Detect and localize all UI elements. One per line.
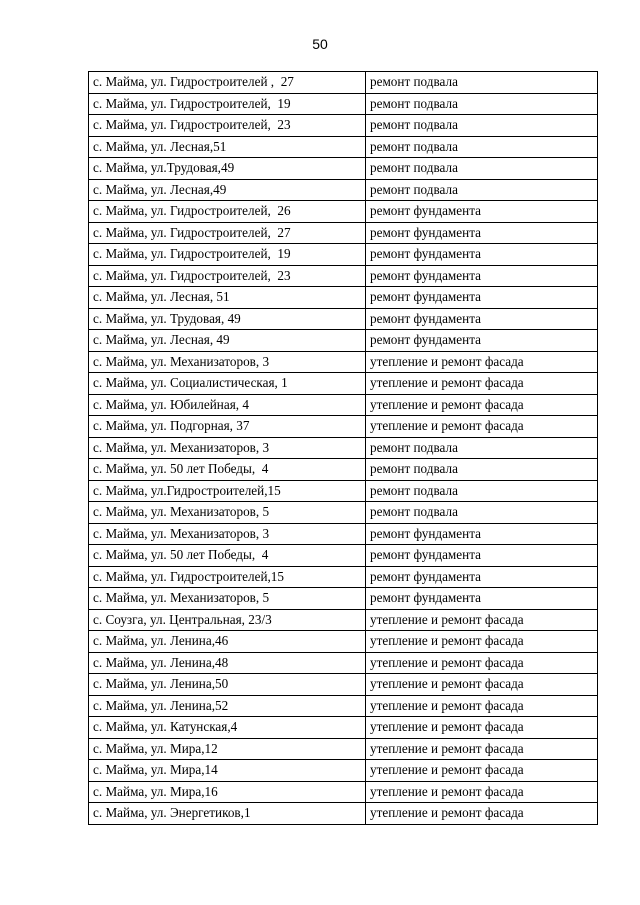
page-number: 50 xyxy=(312,36,328,52)
table-row xyxy=(89,394,598,416)
address-cell: с. Майма, ул. Мира,12 xyxy=(89,738,366,760)
work-type-cell: утепление и ремонт фасада xyxy=(366,738,598,760)
work-type-cell: ремонт фундамента xyxy=(366,244,598,266)
address-cell: с. Майма, ул. Лесная, 49 xyxy=(89,330,366,352)
work-type-cell: ремонт фундамента xyxy=(366,265,598,287)
address-cell: с. Соузга, ул. Центральная, 23/3 xyxy=(89,609,366,631)
table-row xyxy=(89,781,598,803)
table-row xyxy=(89,459,598,481)
works-table xyxy=(88,71,598,825)
table-row xyxy=(89,609,598,631)
table-row xyxy=(89,244,598,266)
table-row xyxy=(89,695,598,717)
table-row xyxy=(89,437,598,459)
work-type-cell: ремонт фундамента xyxy=(366,566,598,588)
table-row xyxy=(89,93,598,115)
address-cell: с. Майма, ул. Гидростроителей,15 xyxy=(89,566,366,588)
address-cell: с. Майма, ул. Лесная,51 xyxy=(89,136,366,158)
work-type-cell: утепление и ремонт фасада xyxy=(366,717,598,739)
address-cell: с. Майма, ул. Энергетиков,1 xyxy=(89,803,366,825)
work-type-cell: утепление и ремонт фасада xyxy=(366,760,598,782)
work-type-cell: ремонт фундамента xyxy=(366,545,598,567)
address-cell: с. Майма, ул.Гидростроителей,15 xyxy=(89,480,366,502)
address-cell: с. Майма, ул. Механизаторов, 3 xyxy=(89,523,366,545)
work-type-cell: ремонт фундамента xyxy=(366,523,598,545)
work-type-cell: ремонт подвала xyxy=(366,72,598,94)
address-cell: с. Майма, ул. Мира,14 xyxy=(89,760,366,782)
table-row xyxy=(89,631,598,653)
work-type-cell: ремонт фундамента xyxy=(366,287,598,309)
table-row xyxy=(89,373,598,395)
address-cell: с. Майма, ул. Гидростроителей , 27 xyxy=(89,72,366,94)
work-type-cell: утепление и ремонт фасада xyxy=(366,781,598,803)
work-type-cell: утепление и ремонт фасада xyxy=(366,695,598,717)
table-row xyxy=(89,545,598,567)
address-cell: с. Майма, ул. Механизаторов, 3 xyxy=(89,437,366,459)
work-type-cell: ремонт подвала xyxy=(366,93,598,115)
address-cell: с. Майма, ул. Лесная, 51 xyxy=(89,287,366,309)
table-row xyxy=(89,351,598,373)
table-row xyxy=(89,652,598,674)
table-row xyxy=(89,72,598,94)
table-row xyxy=(89,222,598,244)
address-cell: с. Майма, ул. Мира,16 xyxy=(89,781,366,803)
table-row xyxy=(89,523,598,545)
work-type-cell: утепление и ремонт фасада xyxy=(366,803,598,825)
table-row xyxy=(89,115,598,137)
work-type-cell: утепление и ремонт фасада xyxy=(366,394,598,416)
table-row xyxy=(89,179,598,201)
address-cell: с. Майма, ул. Ленина,46 xyxy=(89,631,366,653)
table-row xyxy=(89,330,598,352)
address-cell: с. Майма, ул. Юбилейная, 4 xyxy=(89,394,366,416)
address-cell: с. Майма, ул. Ленина,50 xyxy=(89,674,366,696)
table-row xyxy=(89,158,598,180)
address-cell: с. Майма, ул. Механизаторов, 5 xyxy=(89,588,366,610)
work-type-cell: утепление и ремонт фасада xyxy=(366,416,598,438)
table-row xyxy=(89,416,598,438)
table-row xyxy=(89,738,598,760)
work-type-cell: утепление и ремонт фасада xyxy=(366,373,598,395)
work-type-cell: ремонт подвала xyxy=(366,158,598,180)
work-type-cell: утепление и ремонт фасада xyxy=(366,351,598,373)
work-type-cell: ремонт подвала xyxy=(366,459,598,481)
address-cell: с. Майма, ул. Лесная,49 xyxy=(89,179,366,201)
work-type-cell: ремонт подвала xyxy=(366,136,598,158)
address-cell: с. Майма, ул. Социалистическая, 1 xyxy=(89,373,366,395)
address-cell: с. Майма, ул. 50 лет Победы, 4 xyxy=(89,545,366,567)
work-type-cell: утепление и ремонт фасада xyxy=(366,674,598,696)
table-row xyxy=(89,760,598,782)
work-type-cell: ремонт фундамента xyxy=(366,308,598,330)
table-row xyxy=(89,136,598,158)
table-row xyxy=(89,566,598,588)
work-type-cell: утепление и ремонт фасада xyxy=(366,652,598,674)
address-cell: с. Майма, ул. Ленина,52 xyxy=(89,695,366,717)
table-row xyxy=(89,265,598,287)
address-cell: с. Майма, ул. Катунская,4 xyxy=(89,717,366,739)
work-type-cell: утепление и ремонт фасада xyxy=(366,631,598,653)
address-cell: с. Майма, ул. Трудовая, 49 xyxy=(89,308,366,330)
work-type-cell: ремонт подвала xyxy=(366,502,598,524)
work-type-cell: ремонт фундамента xyxy=(366,222,598,244)
work-type-cell: ремонт фундамента xyxy=(366,201,598,223)
table-row xyxy=(89,480,598,502)
address-cell: с. Майма, ул. Ленина,48 xyxy=(89,652,366,674)
address-cell: с. Майма, ул. Механизаторов, 3 xyxy=(89,351,366,373)
table-row xyxy=(89,674,598,696)
table-row xyxy=(89,201,598,223)
work-type-cell: ремонт подвала xyxy=(366,179,598,201)
work-type-cell: ремонт фундамента xyxy=(366,330,598,352)
table-row xyxy=(89,717,598,739)
address-cell: с. Майма, ул. Подгорная, 37 xyxy=(89,416,366,438)
table-row xyxy=(89,588,598,610)
address-cell: с. Майма, ул. Гидростроителей, 26 xyxy=(89,201,366,223)
address-cell: с. Майма, ул. Механизаторов, 5 xyxy=(89,502,366,524)
table-row xyxy=(89,502,598,524)
address-cell: с. Майма, ул. Гидростроителей, 23 xyxy=(89,115,366,137)
work-type-cell: ремонт подвала xyxy=(366,437,598,459)
address-cell: с. Майма, ул. Гидростроителей, 27 xyxy=(89,222,366,244)
address-cell: с. Майма, ул. Гидростроителей, 19 xyxy=(89,93,366,115)
works-table-body xyxy=(89,72,598,825)
work-type-cell: ремонт подвала xyxy=(366,480,598,502)
work-type-cell: ремонт подвала xyxy=(366,115,598,137)
table-row xyxy=(89,803,598,825)
table-row xyxy=(89,308,598,330)
address-cell: с. Майма, ул. 50 лет Победы, 4 xyxy=(89,459,366,481)
address-cell: с. Майма, ул.Трудовая,49 xyxy=(89,158,366,180)
address-cell: с. Майма, ул. Гидростроителей, 23 xyxy=(89,265,366,287)
table-row xyxy=(89,287,598,309)
work-type-cell: утепление и ремонт фасада xyxy=(366,609,598,631)
address-cell: с. Майма, ул. Гидростроителей, 19 xyxy=(89,244,366,266)
work-type-cell: ремонт фундамента xyxy=(366,588,598,610)
